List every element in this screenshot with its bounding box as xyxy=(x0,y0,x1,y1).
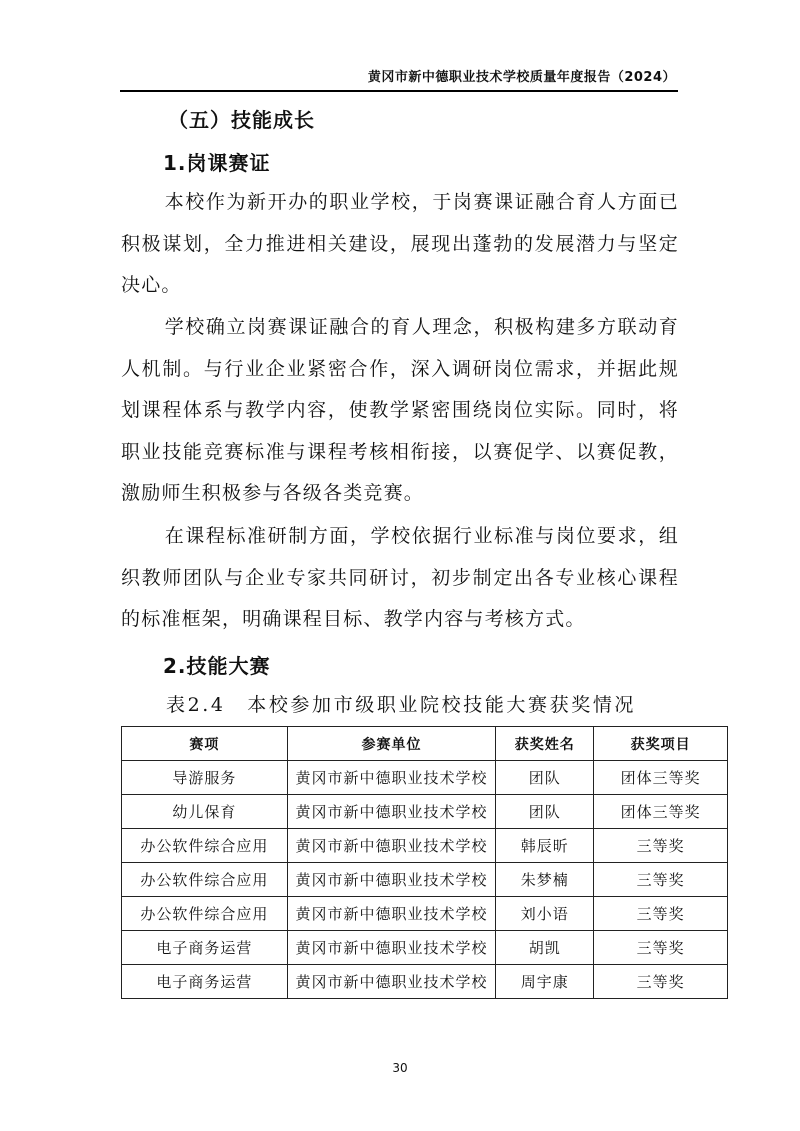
cell-winner: 朱梦楠 xyxy=(496,863,594,897)
cell-award: 三等奖 xyxy=(594,965,728,999)
section-title: （五）技能成长 xyxy=(168,108,315,132)
cell-award: 团体三等奖 xyxy=(594,795,728,829)
table-row xyxy=(122,795,728,829)
cell-unit: 黄冈市新中德职业技术学校 xyxy=(287,897,496,931)
cell-event: 办公软件综合应用 xyxy=(122,863,288,897)
cell-award: 三等奖 xyxy=(594,931,728,965)
table-header-row xyxy=(122,727,728,761)
cell-event: 幼儿保育 xyxy=(122,795,288,829)
page-number: 30 xyxy=(392,1061,408,1075)
table-row xyxy=(122,761,728,795)
cell-winner: 团队 xyxy=(496,795,594,829)
cell-unit: 黄冈市新中德职业技术学校 xyxy=(287,965,496,999)
header-event: 赛项 xyxy=(122,727,288,761)
cell-event: 电子商务运营 xyxy=(122,931,288,965)
header-unit: 参赛单位 xyxy=(287,727,496,761)
cell-unit: 黄冈市新中德职业技术学校 xyxy=(287,931,496,965)
cell-event: 电子商务运营 xyxy=(122,965,288,999)
cell-award: 三等奖 xyxy=(594,897,728,931)
page-header xyxy=(120,62,678,92)
table-row xyxy=(122,863,728,897)
table-row xyxy=(122,829,728,863)
cell-award: 团体三等奖 xyxy=(594,761,728,795)
header-title: 黄冈市新中德职业技术学校质量年度报告（2024） xyxy=(367,70,676,85)
cell-unit: 黄冈市新中德职业技术学校 xyxy=(287,761,496,795)
header-winner: 获奖姓名 xyxy=(496,727,594,761)
cell-event: 办公软件综合应用 xyxy=(122,829,288,863)
table-row xyxy=(122,931,728,965)
subsection-title-1: 1.岗课赛证 xyxy=(163,151,271,175)
cell-unit: 黄冈市新中德职业技术学校 xyxy=(287,863,496,897)
table-row xyxy=(122,965,728,999)
cell-event: 办公软件综合应用 xyxy=(122,897,288,931)
cell-winner: 团队 xyxy=(496,761,594,795)
cell-winner: 刘小语 xyxy=(496,897,594,931)
cell-unit: 黄冈市新中德职业技术学校 xyxy=(287,829,496,863)
paragraph-1: 本校作为新开办的职业学校，于岗赛课证融合育人方面已积极谋划，全力推进相关建设，展现出蓬勃的发展潜力与坚定决心。 xyxy=(121,191,679,297)
cell-winner: 周宇康 xyxy=(496,965,594,999)
paragraph-3: 在课程标准研制方面，学校依据行业标准与岗位要求，组织教师团队与企业专家共同研讨，初步制定出各专业核心课程的标准框架，明确课程目标、教学内容与考核方式。 xyxy=(121,525,679,631)
awards-table xyxy=(121,726,728,999)
header-award: 获奖项目 xyxy=(594,727,728,761)
cell-unit: 黄冈市新中德职业技术学校 xyxy=(287,795,496,829)
cell-award: 三等奖 xyxy=(594,863,728,897)
cell-winner: 胡凯 xyxy=(496,931,594,965)
table-row xyxy=(122,897,728,931)
cell-winner: 韩辰昕 xyxy=(496,829,594,863)
cell-award: 三等奖 xyxy=(594,829,728,863)
table-caption: 表2.4 本校参加市级职业院校技能大赛获奖情况 xyxy=(166,694,637,716)
subsection-title-2: 2.技能大赛 xyxy=(163,654,271,678)
cell-event: 导游服务 xyxy=(122,761,288,795)
paragraph-2: 学校确立岗赛课证融合的育人理念，积极构建多方联动育人机制。与行业企业紧密合作，深入调研岗位需求，并据此规划课程体系与教学内容，使教学紧密围绕岗位实际。同时，将职业技能竞赛标准与课程考核相衔接，以赛促学、以赛促教，激励师生积极参与各级各类竞赛。 xyxy=(121,316,679,505)
